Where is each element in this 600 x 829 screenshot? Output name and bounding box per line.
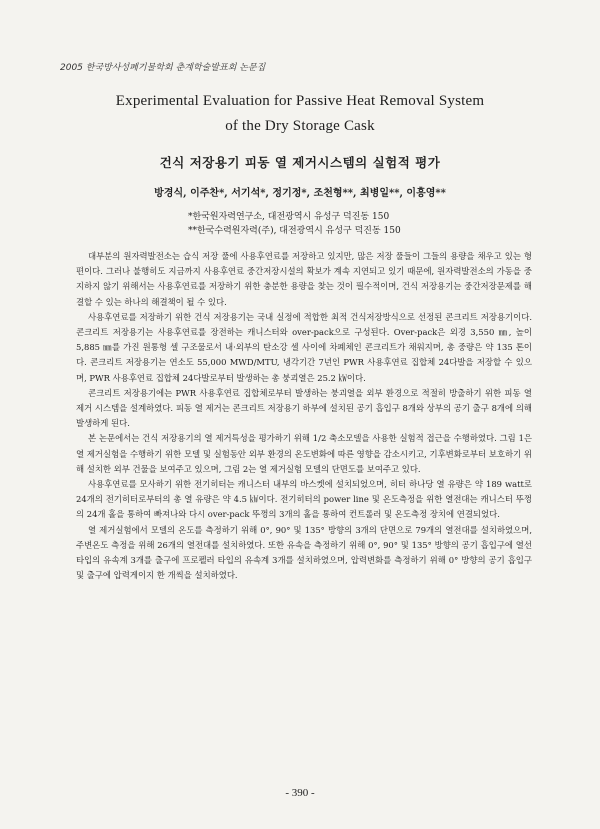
english-title-line-1: Experimental Evaluation for Passive Heat Removal System [115, 93, 485, 109]
body-paragraph-6: 열 제거실험에서 모델의 온도를 측정하기 위해 0°, 90° 및 135° 방향의 3개의 단면으로 79개의 열전대를 설치하였으며, 주변온도 측정을 위해 26개의 열전대를 설치하였다. 또한 유속을 측정하기 위해 0°, 90° 및 135° 방향의 공기 흡입구에 열선 타입의 유속계 3개를 출구에 프로펠러 타입의 유속계 3개를 설치하였으며, 압력변화를 측정하기 위해 0° 방향의 공기 흡입구 및 출구에 압력게이지 한 개씩을 설치하였다. [76, 524, 532, 581]
body-paragraph-5: 사용후연료를 모사하기 위한 전기히터는 캐니스터 내부의 바스켓에 설치되었으며, 히터 하나당 열 유량은 약 189 watt로 24개의 전기히터로부터의 총 열 유량은 약 4.5 ㎾이다. 전기히터의 power line 및 온도측정을 위한 열전대는 캐니스터 뚜껑의 24개 홀을 통하여 빠져나와 다시 over-pack 뚜껑의 3개의 홀을 통하여 컨트롤러 및 온도측정 장치에 연결되었다. [76, 479, 532, 520]
body-text [76, 249, 532, 583]
body-paragraph-3: 콘크리트 저장용기에는 PWR 사용후연료 집합체로부터 발생하는 붕괴열을 외부 환경으로 적절히 방출하기 위한 피동 열 제거 시스템을 설계하였다. 피동 열 제거는 콘크리트 저장용기 하부에 설치된 공기 흡입구 8개와 상부의 공기 출구 8개에 의해 발생하게 된다. [76, 387, 532, 429]
body-paragraph-1: 대부분의 원자력발전소는 습식 저장 풀에 사용후연료를 저장하고 있지만, 많은 저장 풀들이 그들의 용량을 채우고 있는 형편이다. 그러나 불행히도 지금까지 사용후연료 중간저장시설의 확보가 계속 지연되고 있기 때문에, 원자력발전소의 가동을 중지하지 않기 위해서는 사용후연료를 저장하기 위한 충분한 용량을 찾는 것이 필수적이며, 건식 저장용기는 중간저장문제를 해결할 수 있는 하나의 해결책이 될 수 있다. [76, 251, 532, 307]
page-number: - 390 - [285, 787, 315, 799]
english-title-line-2: of the Dry Storage Cask [225, 118, 375, 134]
body-paragraph-2: 사용후연료를 저장하기 위한 건식 저장용기는 국내 실정에 적합한 최적 건식저장방식으로 선정된 콘크리트 저장용기이다. 콘크리트 저장용기는 사용후연료를 장전하는 캐니스터와 over-pack으로 구성된다. Over-pack은 외경 3,550 ㎜, 높이 5,885 ㎜를 가진 원통형 셀 구조물로서 내·외부의 탄소강 셀 사이에 차폐체인 콘크리트가 채워지며, 총 중량은 약 135 톤이다. 콘크리트 저장용기는 연소도 55,000 MWD/MTU, 냉각기간 7년인 PWR 사용후연료 집합체 24다발을 저장할 수 있으며, PWR 사용후연료 집합체 24다발로부터 발생하는 총 붕괴열은 25.2 ㎾이다. [76, 311, 532, 383]
body-paragraph-4: 본 논문에서는 건식 저장용기의 열 제거특성을 평가하기 위해 1/2 축소모델을 사용한 실험적 접근을 수행하였다. 그림 1은 열 제거실험을 수행하기 위한 모델 및 실험동안 외부 환경의 온도변화에 따른 영향을 감소시키고, 기후변화로부터 보호하기 위해 설치한 외부 건물을 보여주고 있으며, 그림 2는 열 제거실험 모델의 단면도를 보여주고 있다. [76, 433, 532, 474]
affiliation-1: *한국원자력연구소, 대전광역시 유성구 덕진동 150 [188, 212, 390, 222]
korean-title: 건식 저장용기 피동 열 제거시스템의 실험적 평가 [159, 155, 441, 170]
author-list: 방경식, 이주찬*, 서기석*, 정기정*, 조천형**, 최병일**, 이흥영** [154, 188, 446, 199]
running-header: 2005 한국방사성폐기물학회 춘계학술발표회 논문집 [60, 63, 266, 73]
affiliation-2: **한국수력원자력(주), 대전광역시 유성구 덕진동 150 [188, 226, 401, 236]
